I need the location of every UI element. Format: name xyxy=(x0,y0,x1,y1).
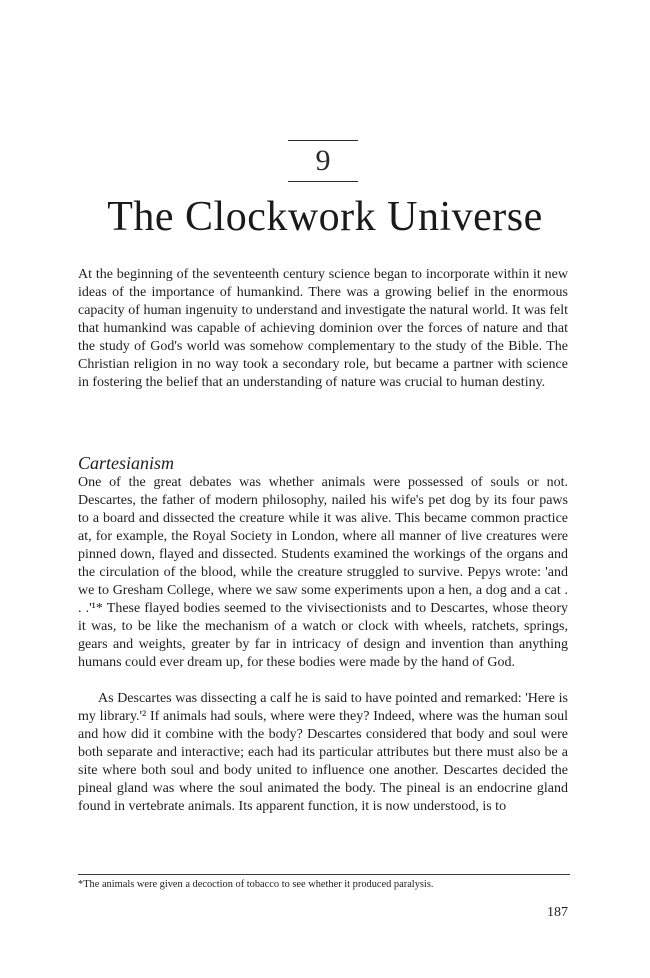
footnote-rule xyxy=(78,874,570,875)
page-number: 187 xyxy=(547,905,568,920)
chapter-title: The Clockwork Universe xyxy=(107,194,543,240)
body-paragraph-2: As Descartes was dissecting a calf he is said to have pointed and remarked: 'Here is my library.'² If animals had souls, where were they? Indeed, where was the human soul and how did it combine with the body? Descartes considered that body and soul were both separate and interactive; each had its particular attributes but there must also be a site where both soul and body united to influence one another. Descartes decided the pineal gland was where the soul animated the body. The pineal is an endocrine gland found in vertebrate animals. Its apparent function, it is now understood, is to xyxy=(78,691,568,814)
footnote: *The animals were given a decoction of tobacco to see whether it produced paralysis. xyxy=(78,879,434,890)
chapter-number: 9 xyxy=(315,144,331,177)
intro-paragraph: At the beginning of the seventeenth century science began to incorporate within it new ideas of the importance of humankind. There was a growing belief in the enormous capacity of human ingenuity to understand and investigate the natural world. It was felt that humankind was capable of achieving dominion over the forces of nature and that the study of God's world was somehow complementary to the study of the Bible. The Christian religion in no way took a secondary role, but became a partner with science in fostering the belief that an understanding of nature was crucial to human destiny. xyxy=(78,267,568,390)
section-heading: Cartesianism xyxy=(78,453,175,473)
chapter-number-bottom-rule xyxy=(288,181,358,182)
body-paragraph-1: One of the great debates was whether animals were possessed of souls or not. Descartes, the father of modern philosophy, nailed his wife's pet dog by its four paws to a board and dissected the creature while it was alive. This became common practice at, for example, the Royal Society in London, where all manner of live creatures were pinned down, flayed and dissected. Students examined the workings of the organs and the circulation of the blood, while the creature struggled to survive. Pepys wrote: 'and we to Gresham College, where we saw some experiments upon a hen, a dog and a cat . . .'¹* These flayed bodies seemed to the vivisectionists and to Descartes, whose theory it was, to be like the mechanism of a watch or clock with wheels, ratchets, springs, gears and weights, greater by far in intricacy of design and invention than anything humans could ever dream up, for these bodies were made by the hand of God. xyxy=(78,475,568,670)
